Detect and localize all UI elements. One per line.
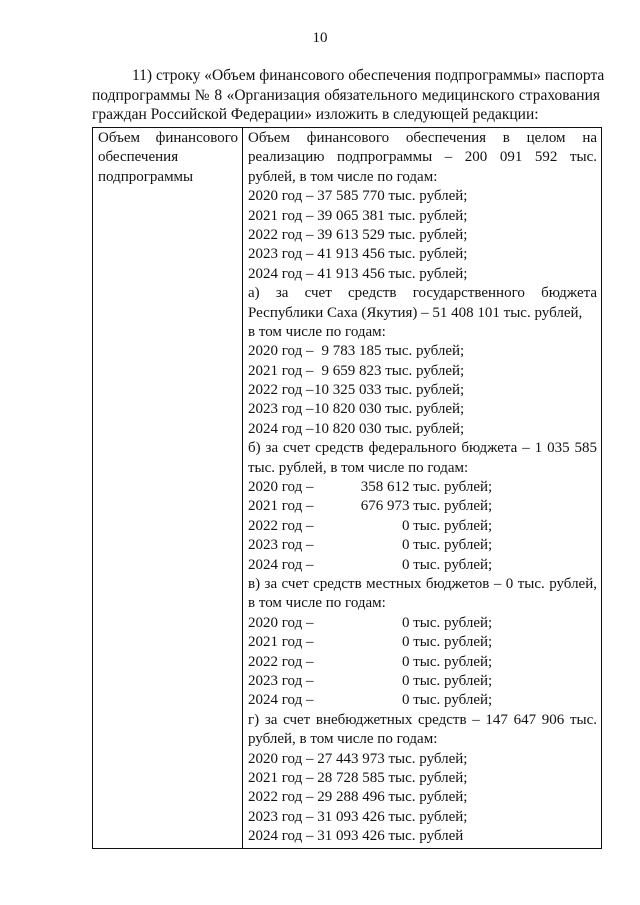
row-content-cell [243,128,602,849]
row-label-line: обеспечения [98,149,179,166]
year-line [248,517,597,536]
year-label: 2021 год – [248,362,314,379]
unit: тыс. рублей; [409,614,493,631]
row-label-line: подпрограммы [98,168,194,185]
section-a-line: в том числе по годам: [248,323,386,340]
year-line [248,497,597,516]
amount: 0 [401,614,410,631]
year-label: 2024 год – [248,556,314,573]
page-number: 10 [312,30,328,46]
section-a-line: а) за счет средств государственного бюджета [248,285,597,302]
year-line [248,556,597,575]
section-c-line: в) за счет средств местных бюджетов – 0 тыс. рублей, [248,575,597,592]
year-label: 2020 год – [248,614,314,631]
row-label-cell [93,128,243,849]
amount: 10 325 033 [313,382,382,399]
year-label: 2021 год – [248,634,314,651]
amount: 0 [401,653,410,670]
unit: тыс. рублей; [409,653,493,670]
year-line: 2023 год – 41 913 456 тыс. рублей; [248,246,468,263]
year-line: 2022 год – 29 288 496 тыс. рублей; [248,789,468,806]
year-label: 2023 год – [248,537,314,554]
unit: тыс. рублей; [381,401,465,418]
amount: 676 973 [360,498,410,515]
total-line: Объем финансового обеспечения в целом на [248,130,597,146]
section-b-line: тыс. рублей, в том числе по годам: [248,459,469,476]
year-line: 2021 год – 39 065 381 тыс. рублей; [248,207,468,224]
year-line: 2020 год – 37 585 770 тыс. рублей; [248,188,468,205]
unit: тыс. рублей; [381,343,465,360]
amount: 358 612 [360,479,410,496]
year-line [248,653,597,672]
year-line [248,362,597,381]
year-line: 2023 год – 31 093 426 тыс. рублей; [248,808,468,825]
row-label-line: Объем финансового [98,130,238,146]
year-line: 2024 год – 31 093 426 тыс. рублей [248,828,464,845]
intro-line: граждан Российской Федерации» изложить в следующей редакции: [92,106,539,123]
amount: 9 783 185 [321,343,382,360]
year-label: 2022 год – [248,517,314,534]
year-label: 2021 год – [248,498,314,515]
year-line [248,536,597,555]
year-label: 2023 год – [248,672,314,689]
year-label: 2022 год – [248,382,314,399]
unit: тыс. рублей; [381,420,465,437]
amount: 0 [401,517,410,534]
amount: 9 659 823 [321,362,382,379]
unit: тыс. рублей; [409,537,493,554]
year-line [248,633,597,652]
intro-line: 11) строку «Объем финансового обеспечения подпрограммы» паспорта [132,67,605,84]
unit: тыс. рублей; [409,498,493,515]
amount: 0 [401,634,410,651]
section-a-line: Республики Саха (Якутия) – 51 408 101 тыс. рублей, [248,304,583,321]
intro-line: подпрограммы № 8 «Организация обязательного медицинского страхования [92,86,600,104]
amount: 0 [401,537,410,554]
passport-table [92,127,602,849]
unit: тыс. рублей; [409,672,493,689]
section-c-line: в том числе по годам: [248,595,386,612]
year-line: 2020 год – 27 443 973 тыс. рублей; [248,750,468,767]
year-line: 2021 год – 28 728 585 тыс. рублей; [248,769,468,786]
intro-paragraph [92,66,605,125]
table-row [93,128,602,849]
amount: 0 [401,692,410,709]
year-label: 2020 год – [248,343,314,360]
year-label: 2023 год – [248,401,314,418]
section-d-line: г) за счет внебюджетных средств – 147 647 906 тыс. [248,711,597,728]
unit: тыс. рублей; [409,556,493,573]
unit: тыс. рублей; [381,382,465,399]
year-line [248,420,597,439]
amount: 0 [401,556,410,573]
year-line [248,478,597,497]
year-label: 2020 год – [248,479,314,496]
year-label: 2024 год – [248,692,314,709]
section-b-line: б) за счет средств федерального бюджета – 1 035 585 [248,440,597,457]
year-line: 2022 год – 39 613 529 тыс. рублей; [248,226,468,243]
unit: тыс. рублей; [409,692,493,709]
year-line [248,342,597,361]
year-label: 2024 год – [248,420,314,437]
total-line: рублей, в том числе по годам: [248,168,438,185]
year-label: 2022 год – [248,653,314,670]
year-line [248,672,597,691]
year-line [248,381,597,400]
year-line [248,400,597,419]
total-line: реализацию подпрограммы – 200 091 592 тыс. [248,149,597,166]
year-line [248,614,597,633]
amount: 0 [401,672,410,689]
year-line: 2024 год – 41 913 456 тыс. рублей; [248,265,468,282]
unit: тыс. рублей; [381,362,465,379]
amount: 10 820 030 [313,420,382,437]
amount: 10 820 030 [313,401,382,418]
section-d-line: рублей, в том числе по годам: [248,731,438,748]
unit: тыс. рублей; [409,634,493,651]
unit: тыс. рублей; [409,517,493,534]
year-line [248,691,597,710]
unit: тыс. рублей; [409,479,493,496]
